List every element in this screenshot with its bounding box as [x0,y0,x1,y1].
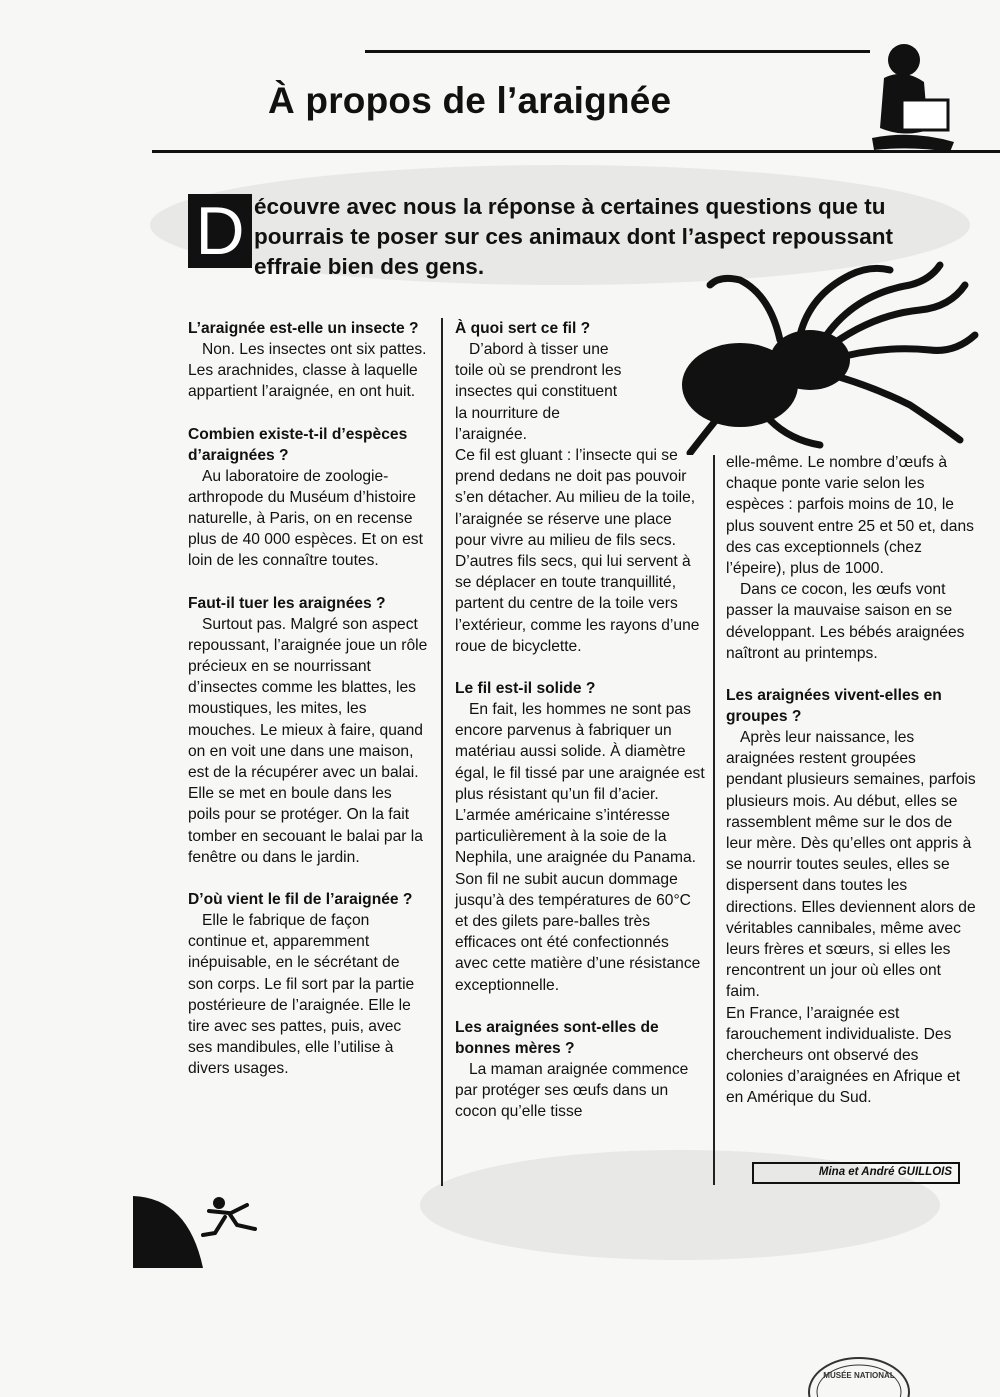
column-3 [726,452,976,1109]
question-heading: D’où vient le fil de l’araignée ? [188,891,413,909]
question-heading: À quoi sert ce fil ? [455,320,591,337]
question-heading: Le fil est-il solide ? [455,680,596,698]
column-divider [713,455,715,1185]
question-heading: Faut-il tuer les araignées ? [188,594,386,612]
column-2 [455,318,705,1123]
author-credit-box [752,1162,960,1184]
museum-stamp [805,1352,913,1397]
question-heading: Les araignées vivent-elles en groupes ? [726,687,942,726]
question-heading: Combien existe-t-il d’espèces d’araignées ? [188,425,408,464]
answer-paragraph: Non. Les insectes ont six pattes. Les arachnides, classe à laquelle appartient l’araignée, en ont huit. [188,341,427,401]
answer-paragraph: Elle le fabrique de façon continue et, apparemment inépuisable, en le sécrétant de son corps. Le fil sort par la partie postérieure de l’araignée. Elle le tire avec ses pattes, puis, avec ses mandibules, elle l’utilise à divers usages. [188,912,415,1078]
reading-child-illustration [862,38,962,158]
page-title: À propos de l’araignée [268,80,672,121]
answer-paragraph: Ce fil est gluant : l’insecte qui se prend dedans ne doit pas pouvoir s’en détacher. Au milieu de la toile, l’araignée se réserve une place pour vivre au milieu de fils secs. D’autres fils secs, qui lui servent à se déplacer en toute tranquillité, partent du centre de la toile vers l’extérieur, comme les rayons d’une roue de bicyclette. [455,447,700,655]
question-heading: L’araignée est-elle un insecte ? [188,320,419,337]
drop-cap: D [188,194,252,268]
column-divider [441,318,443,1186]
running-figure-icon [195,1195,265,1240]
answer-paragraph: elle-même. Le nombre d’œufs à chaque ponte varie selon les espèces : parfois moins de 10, le plus souvent entre 25 et 50 et, dans des cas exceptionnels (chez l’épeire), plus de 1000. [726,454,974,578]
author-credit: Mina et André GUILLOIS [818,1166,952,1178]
answer-paragraph: En France, l’araignée est farouchement individualiste. Des chercheurs ont observé des colonies d’araignées en Afrique et en Amérique du Sud. [726,1004,961,1107]
answer-paragraph: Après leur naissance, les araignées restent groupées pendant plusieurs semaines, parfois plusieurs mois. Au début, elles se rassemblent même sur le dos de leur mère. Dès qu’elles ont appris à se nourrir toutes seules, elles se dispersent dans toutes les directions. Elles deviennent alors de véritables cannibales, même avec leurs frères et sœurs, si elles les rencontrent un jour où elles ont faim. [726,729,976,1001]
answer-paragraph: Au laboratoire de zoologie-arthropode du Muséum d’histoire naturelle, à Paris, on en recense plus de 40 000 espèces. Et on est loin de les connaître toutes. [188,467,423,570]
answer-paragraph: Surtout pas. Malgré son aspect repoussant, l’araignée joue un rôle précieux en se nourrissant d’insectes comme les blattes, les moustiques, les mites, les mouches. Le mieux à faire, quand on en voit une dans une maison, est de la récupérer avec un balai. Elle se met en boule dans les poils pour se protéger. On la fait tomber en secouant le balai par la fenêtre ou dans le jardin. [188,615,428,866]
intro-text: écouvre avec nous la réponse à certaines questions que tu pourrais te poser sur ces animaux dont l’aspect repoussant effraie bien des gens. [254,194,893,279]
question-heading: Les araignées sont-elles de bonnes mères ? [455,1018,659,1057]
answer-paragraph: D’abord à tisser une toile où se prendront les insectes qui constituent la nourriture de l’araignée. [455,341,622,443]
answer-paragraph: La maman araignée commence par protéger ses œufs dans un cocon qu’elle tisse [455,1060,689,1121]
stamp-text: MUSÉE NATIONAL [823,1371,895,1380]
column-1 [188,318,428,1080]
answer-paragraph: En fait, les hommes ne sont pas encore parvenus à fabriquer un matériau aussi solide. À diamètre égal, le fil tissé par une araignée est plus résistant qu’un fil d’acier. L’armée américaine s’intéresse particulièrement à la soie de la Nephila, une araignée du Panama. Son fil ne subit aucun dommage jusqu’à des températures de 60°C et des gilets pare-balles très efficaces ont été confectionnés avec cette matière d’une résistance exceptionnelle. [455,701,705,994]
answer-paragraph: Dans ce cocon, les œufs vont passer la mauvaise saison en se développant. Les bébés araignées naîtront au printemps. [726,581,965,662]
top-rule [365,50,870,53]
